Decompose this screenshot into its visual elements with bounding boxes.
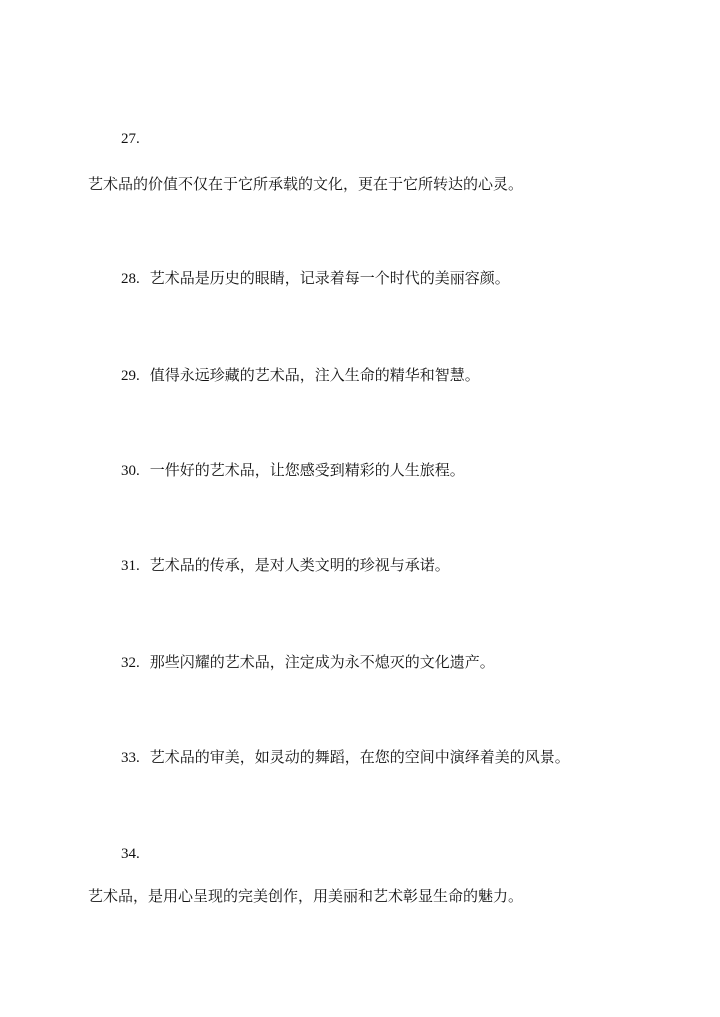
list-item-30 <box>121 460 465 481</box>
list-item-29 <box>121 365 480 386</box>
item-number: 34. <box>121 846 140 862</box>
item-text: 艺术品是历史的眼睛，记录着每一个时代的美丽容颜。 <box>149 269 510 287</box>
item-text: 值得永远珍藏的艺术品，注入生命的精华和智慧。 <box>149 366 480 384</box>
item-number: 32. <box>121 655 140 671</box>
item-number: 29. <box>121 368 140 384</box>
item-text: 那些闪耀的艺术品，注定成为永不熄灭的文化遗产。 <box>149 653 495 671</box>
item-34-text-line <box>88 886 523 906</box>
list-item-31 <box>121 555 450 576</box>
item-number: 30. <box>121 463 140 479</box>
list-item-33 <box>121 747 570 768</box>
item-text: 艺术品，是用心呈现的完美创作，用美丽和艺术彰显生命的魅力。 <box>88 887 524 905</box>
item-34-number-line <box>121 843 140 864</box>
item-number: 31. <box>121 558 140 574</box>
item-number: 33. <box>121 750 140 766</box>
item-text: 艺术品的价值不仅在于它所承载的文化，更在于它所转达的心灵。 <box>88 175 524 193</box>
item-text: 一件好的艺术品，让您感受到精彩的人生旅程。 <box>149 461 465 479</box>
item-27-number-line <box>121 128 140 149</box>
item-number: 28. <box>121 271 140 287</box>
item-number: 27. <box>121 131 140 147</box>
item-27-text-line <box>88 174 523 194</box>
item-text: 艺术品的传承，是对人类文明的珍视与承诺。 <box>149 556 450 574</box>
item-text: 艺术品的审美，如灵动的舞蹈，在您的空间中演绎着美的风景。 <box>149 748 570 766</box>
list-item-32 <box>121 652 495 673</box>
list-item-28 <box>121 268 510 289</box>
